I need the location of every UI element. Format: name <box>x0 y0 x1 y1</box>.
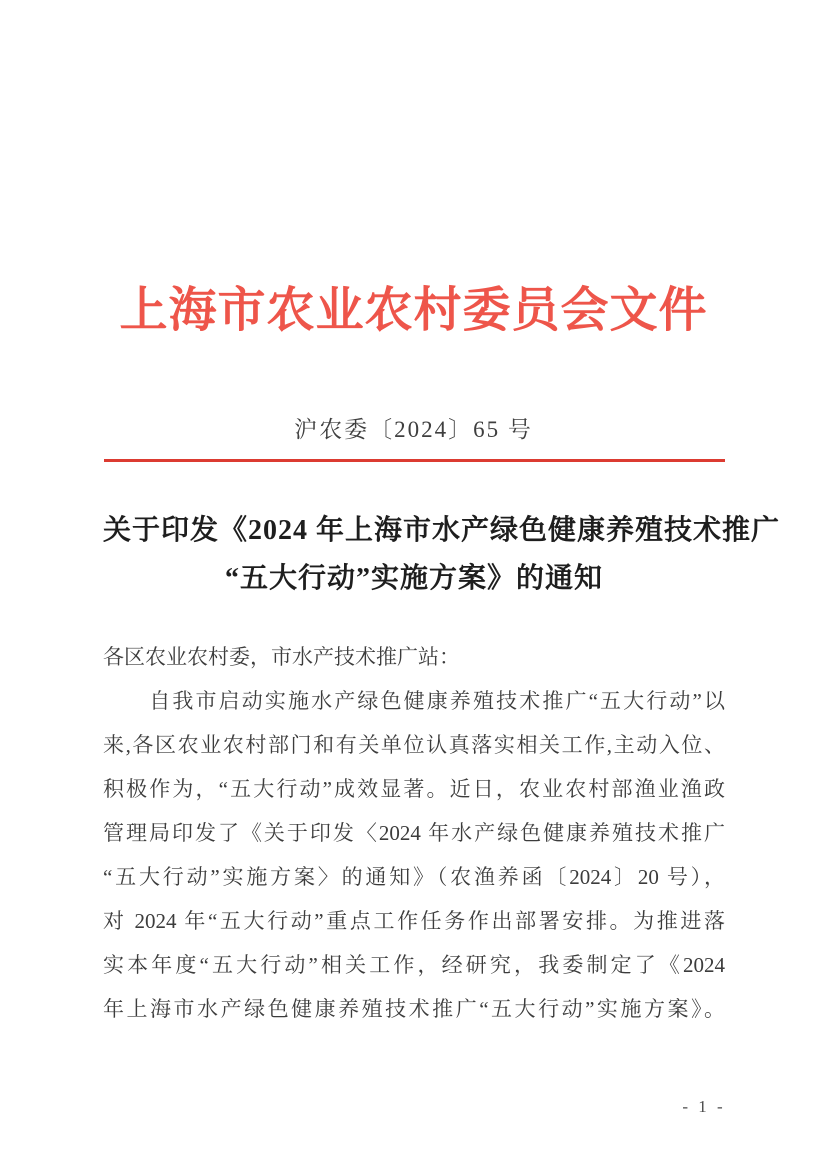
body-line: 年上海市水产绿色健康养殖技术推广“五大行动”实施方案》。 <box>103 997 725 1021</box>
document-title-line2: “五大行动”实施方案》的通知 <box>224 563 603 594</box>
body-line: 管理局印发了《关于印发〈2024 年水产绿色健康养殖技术推广 <box>103 821 725 845</box>
page-number: - 1 - <box>682 1097 726 1116</box>
salutation-line: 各区农业农村委，市水产技术推广站： <box>103 645 460 669</box>
document-body <box>103 635 725 1031</box>
body-line: 实本年度“五大行动”相关工作，经研究，我委制定了《2024 <box>103 953 725 977</box>
body-line: 自我市启动实施水产绿色健康养殖技术推广“五大行动”以 <box>103 689 725 713</box>
body-line: 来,各区农业农村部门和有关单位认真落实相关工作,主动入位、 <box>103 733 725 757</box>
document-title <box>103 507 781 603</box>
document-header-title: 上海市农业农村委员会文件 <box>119 284 708 337</box>
body-line: 积极作为，“五大行动”成效显著。近日，农业农村部渔业渔政 <box>103 777 725 801</box>
red-divider-line <box>104 459 725 462</box>
body-line: 对 2024 年“五大行动”重点工作任务作出部署安排。为推进落 <box>103 909 725 933</box>
document-number: 沪农委〔2024〕65 号 <box>294 417 533 442</box>
body-line: “五大行动”实施方案〉的通知》（农渔养函〔2024〕20 号）， <box>103 865 725 889</box>
document-title-line1: 关于印发《2024 年上海市水产绿色健康养殖技术推广 <box>103 515 781 546</box>
